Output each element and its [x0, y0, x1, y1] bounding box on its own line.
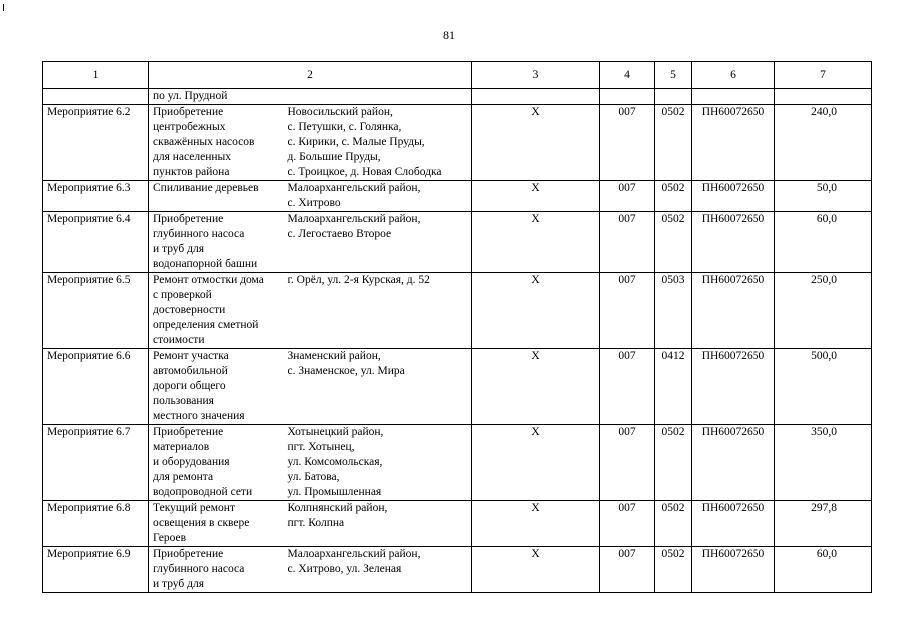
row-name-cell: Текущий ремонт освещения в сквере Героев — [149, 501, 284, 547]
row-name-cell: Приобретение центробежных скважённых насосов для населенных пунктов района — [149, 105, 284, 181]
header-cell-4: 4 — [600, 62, 655, 89]
row-col4-cell: 007 — [600, 273, 655, 349]
row-id-cell: Мероприятие 6.2 — [43, 105, 149, 181]
continuation-empty-cell — [655, 89, 692, 105]
row-col7-cell: 350,0 — [775, 425, 872, 501]
table-row — [43, 547, 872, 593]
row-location-cell: г. Орёл, ул. 2-я Курская, д. 52 — [284, 273, 472, 349]
row-col6-cell: ПН60072650 — [692, 425, 775, 501]
row-name-cell: Приобретение глубинного насоса и труб для — [149, 547, 284, 593]
row-col4-cell: 007 — [600, 425, 655, 501]
row-col6-cell: ПН60072650 — [692, 105, 775, 181]
row-col5-cell: 0502 — [655, 425, 692, 501]
row-col7-cell: 50,0 — [775, 181, 872, 212]
header-cell-7: 7 — [775, 62, 872, 89]
row-location-cell: Хотынецкий район, пгт. Хотынец, ул. Комсомольская, ул. Батова, ул. Промышленная — [284, 425, 472, 501]
row-location-cell: Малоархангельский район, с. Легостаево Второе — [284, 212, 472, 273]
header-cell-2: 2 — [149, 62, 472, 89]
continuation-empty-cell — [775, 89, 872, 105]
row-col3-cell: Х — [472, 425, 600, 501]
row-col5-cell: 0502 — [655, 105, 692, 181]
row-col6-cell: ПН60072650 — [692, 349, 775, 425]
row-col5-cell: 0502 — [655, 501, 692, 547]
row-col7-cell: 250,0 — [775, 273, 872, 349]
row-col7-cell: 60,0 — [775, 212, 872, 273]
table-row — [43, 181, 872, 212]
row-col3-cell: Х — [472, 212, 600, 273]
row-col7-cell: 500,0 — [775, 349, 872, 425]
row-col4-cell: 007 — [600, 547, 655, 593]
row-name-cell: Ремонт участка автомобильной дороги общего пользования местного значения — [149, 349, 284, 425]
row-location-cell: Малоархангельский район, с. Хитрово — [284, 181, 472, 212]
row-col4-cell: 007 — [600, 181, 655, 212]
row-col5-cell: 0502 — [655, 181, 692, 212]
row-name-cell: Приобретение материалов и оборудования для ремонта водопроводной сети — [149, 425, 284, 501]
row-col7-cell: 60,0 — [775, 547, 872, 593]
row-col5-cell: 0502 — [655, 212, 692, 273]
row-col4-cell: 007 — [600, 212, 655, 273]
row-col3-cell: Х — [472, 349, 600, 425]
row-col6-cell: ПН60072650 — [692, 212, 775, 273]
row-col3-cell: Х — [472, 181, 600, 212]
row-col6-cell: ПН60072650 — [692, 273, 775, 349]
table-row — [43, 273, 872, 349]
row-id-cell: Мероприятие 6.8 — [43, 501, 149, 547]
row-col6-cell: ПН60072650 — [692, 501, 775, 547]
row-col6-cell: ПН60072650 — [692, 181, 775, 212]
row-id-cell: Мероприятие 6.6 — [43, 349, 149, 425]
row-name-cell: Спиливание деревьев — [149, 181, 284, 212]
continuation-empty-cell — [43, 89, 149, 105]
row-col7-cell: 240,0 — [775, 105, 872, 181]
table-row — [43, 105, 872, 181]
row-col3-cell: Х — [472, 105, 600, 181]
row-id-cell: Мероприятие 6.4 — [43, 212, 149, 273]
row-col3-cell: Х — [472, 501, 600, 547]
row-col4-cell: 007 — [600, 501, 655, 547]
continuation-empty-cell — [284, 89, 472, 105]
table-row — [43, 501, 872, 547]
row-id-cell: Мероприятие 6.7 — [43, 425, 149, 501]
row-col5-cell: 0412 — [655, 349, 692, 425]
table-row — [43, 425, 872, 501]
row-location-cell: Знаменский район, с. Знаменское, ул. Мира — [284, 349, 472, 425]
row-col4-cell: 007 — [600, 105, 655, 181]
continuation-empty-cell — [692, 89, 775, 105]
row-location-cell: Новосильский район, с. Петушки, с. Голянка, с. Кирики, с. Малые Пруды, д. Большие Пруды, с. Троицкое, д. Новая Слободка — [284, 105, 472, 181]
header-row — [43, 62, 872, 89]
continuation-row — [43, 89, 872, 105]
row-col7-cell: 297,8 — [775, 501, 872, 547]
row-col4-cell: 007 — [600, 349, 655, 425]
row-name-cell: Приобретение глубинного насоса и труб для водонапорной башни — [149, 212, 284, 273]
header-cell-1: 1 — [43, 62, 149, 89]
row-col3-cell: Х — [472, 273, 600, 349]
events-table — [42, 61, 872, 593]
header-cell-3: 3 — [472, 62, 600, 89]
continuation-text: по ул. Прудной — [149, 89, 284, 105]
row-location-cell: Малоархангельский район, с. Хитрово, ул. Зеленая — [284, 547, 472, 593]
row-id-cell: Мероприятие 6.9 — [43, 547, 149, 593]
continuation-empty-cell — [472, 89, 600, 105]
continuation-empty-cell — [600, 89, 655, 105]
header-cell-6: 6 — [692, 62, 775, 89]
header-cell-5: 5 — [655, 62, 692, 89]
row-col5-cell: 0502 — [655, 547, 692, 593]
page-number: 81 — [443, 28, 455, 42]
table-row — [43, 349, 872, 425]
table-row — [43, 212, 872, 273]
row-col6-cell: ПН60072650 — [692, 547, 775, 593]
row-id-cell: Мероприятие 6.3 — [43, 181, 149, 212]
row-id-cell: Мероприятие 6.5 — [43, 273, 149, 349]
corner-mark — [3, 4, 4, 11]
row-name-cell: Ремонт отмостки дома с проверкой достоверности определения сметной стоимости — [149, 273, 284, 349]
row-location-cell: Колпнянский район, пгт. Колпна — [284, 501, 472, 547]
row-col5-cell: 0503 — [655, 273, 692, 349]
row-col3-cell: Х — [472, 547, 600, 593]
